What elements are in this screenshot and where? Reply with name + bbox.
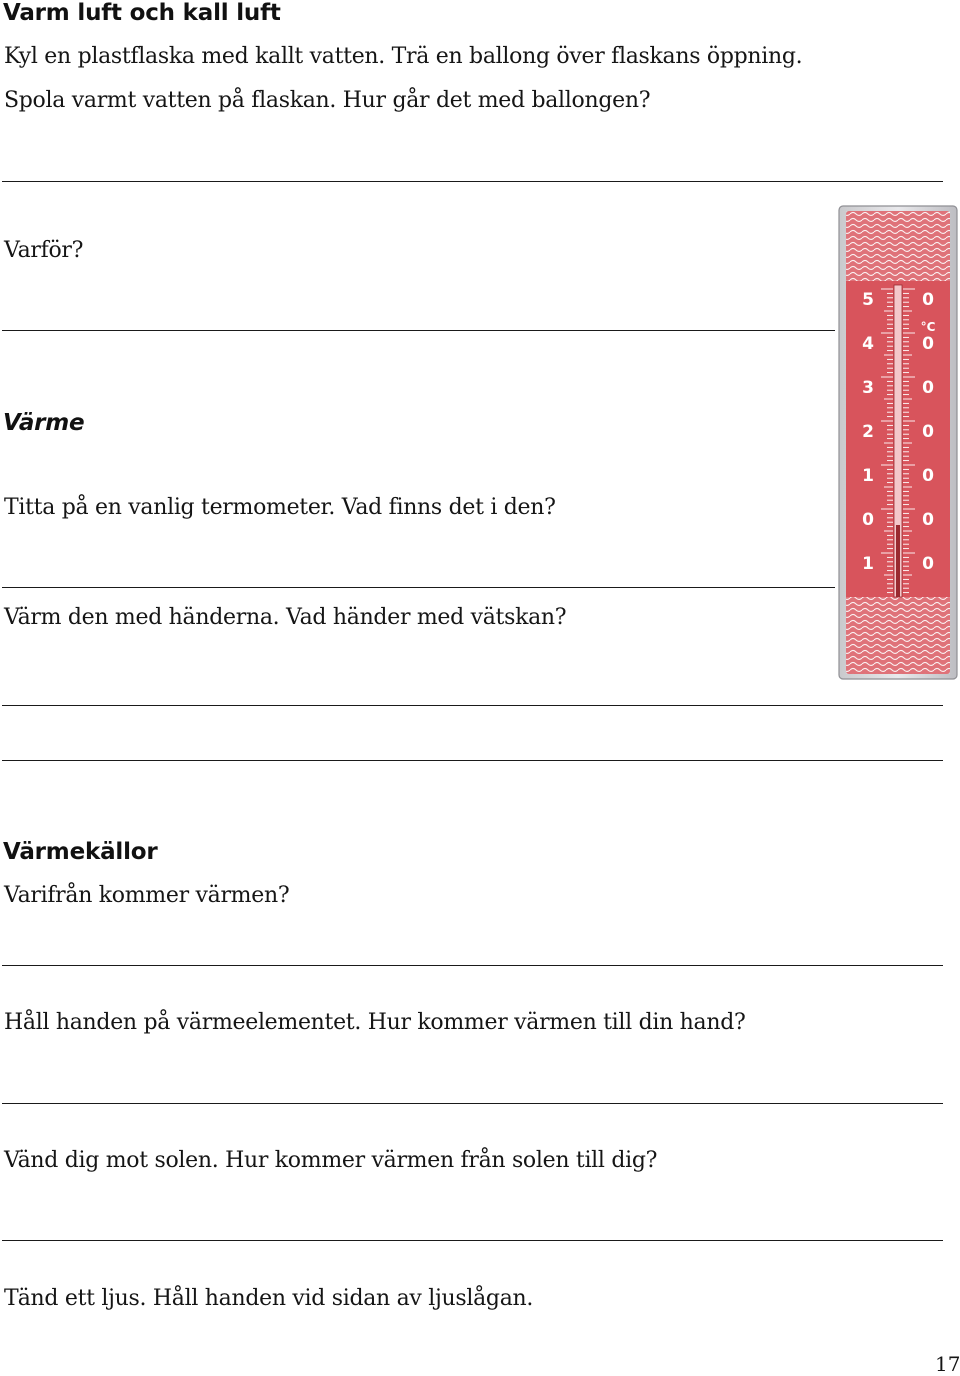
thermometer-scale-label: 1 (862, 466, 874, 486)
answer-line[interactable] (2, 705, 943, 706)
answer-line[interactable] (2, 181, 943, 182)
thermometer-scale-label: 0 (922, 290, 934, 310)
thermometer-scale-label: 0 (922, 510, 934, 530)
page-number: 17 (935, 1352, 960, 1376)
answer-line[interactable] (2, 760, 943, 761)
answer-line[interactable] (2, 330, 835, 331)
thermometer-scale-label: 4 (862, 334, 874, 354)
thermometer-scale-label: 1 (862, 554, 874, 574)
question-text: Varför? (4, 238, 84, 263)
thermometer-unit-label: °C (920, 320, 936, 334)
section-title-heat: Värme (3, 410, 85, 436)
thermometer-scale-label: 0 (862, 510, 874, 530)
thermometer-scale-label: 5 (862, 290, 874, 310)
question-text: Värm den med händerna. Vad händer med vätskan? (4, 605, 567, 630)
question-text: Vänd dig mot solen. Hur kommer värmen från solen till dig? (4, 1148, 658, 1173)
section-title-air: Varm luft och kall luft (3, 0, 281, 26)
section-title-sources: Värmekällor (3, 839, 158, 865)
answer-line[interactable] (2, 1240, 943, 1241)
thermometer-scale-label: 0 (922, 422, 934, 442)
thermometer-scale-label: 3 (862, 378, 874, 398)
instruction-text: Kyl en plastflaska med kallt vatten. Trä en ballong över flaskans öppning. (4, 44, 803, 69)
thermometer-image (838, 205, 958, 680)
thermometer-scale-label: 0 (922, 334, 934, 354)
thermometer-scale-label: 2 (862, 422, 874, 442)
answer-line[interactable] (2, 587, 835, 588)
thermometer-scale-label: 0 (922, 554, 934, 574)
thermometer-scale-label: 0 (922, 466, 934, 486)
question-text: Håll handen på värmeelementet. Hur kommer värmen till din hand? (4, 1010, 746, 1035)
thermometer-scale-label: 0 (922, 378, 934, 398)
question-text: Titta på en vanlig termometer. Vad finns det i den? (4, 495, 556, 520)
answer-line[interactable] (2, 1103, 943, 1104)
answer-line[interactable] (2, 965, 943, 966)
question-text: Varifrån kommer värmen? (4, 883, 290, 908)
instruction-text: Tänd ett ljus. Håll handen vid sidan av ljuslågan. (4, 1286, 534, 1311)
question-text: Spola varmt vatten på flaskan. Hur går det med ballongen? (4, 88, 651, 113)
